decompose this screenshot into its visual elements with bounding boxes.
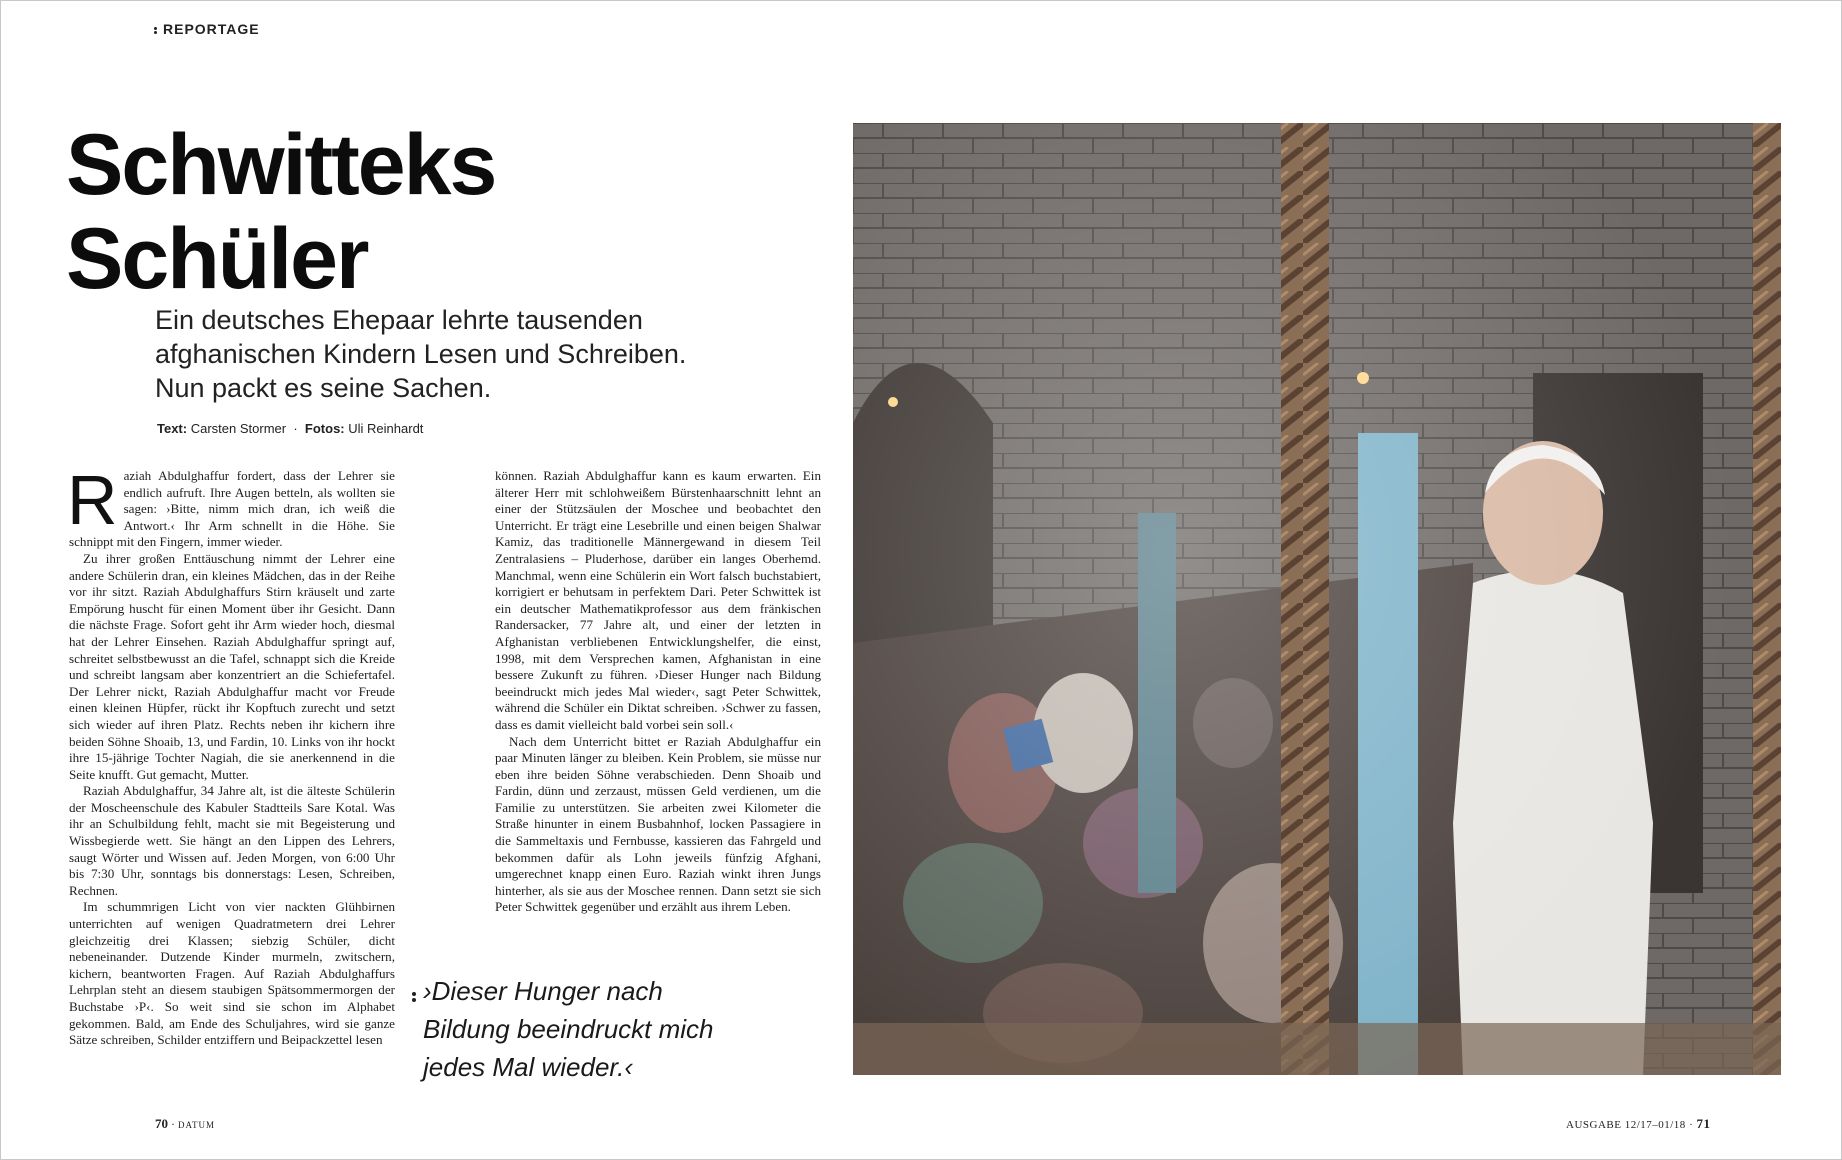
article-paragraph: Zu ihrer großen Enttäuschung nimmt der Lehrer eine andere Schülerin dran, ein kleines Mädchen, das in der Reihe vor ihr sitzt. Raziah Abdulghaffurs Stirn kräuselt und zarte Empörung huscht für einen Moment über ihr Gesicht. Dann die nächste Frage. Sofort geht ihr Arm wieder hoch, diesmal hat der Lehrer Einsehen. Raziah Abdulghaffur springt auf, schreitet selbstbewusst an die Tafel, schnappt sich die Kreide und schreibt langsam aber konzentriert an die Schiefertafel. Der Lehrer nickt, Raziah Abdulghaffur macht vor Freude einen kleinen Hüpfer, rückt ihr Kopftuch zurecht und setzt sich wieder auf ihren Platz. Rechts neben ihr kichern ihre beiden Söhne Shoaib, 13, und Fardin, 10. Links von ihr hockt ihre 15-jährige Tochter Nagiah, die sie anerkennend in die Seite knufft. Gut gemacht, Mutter. <box>69 550 395 782</box>
article-column-2 <box>495 468 821 916</box>
pull-quote-line-2: Bildung beeindruckt mich <box>423 1014 714 1044</box>
article-column-1 <box>67 461 395 1049</box>
window-sill <box>853 1023 1781 1075</box>
article-paragraph: können. Raziah Abdulghaffur kann es kaum erwarten. Ein älterer Herr mit schlohweißem Bürstenhaarschnitt lehnt an einer der Stützsäulen der Moschee und beobachtet den Unterricht. Er trägt eine Lesebrille und einen beigen Shalwar Kamiz, das traditionelle Männergewand in diesem Teil Zentralasiens – Pluderhose, darüber ein langes Oberhemd. Manchmal, wenn eine Schülerin ein Wort falsch buchstabiert, korrigiert er behutsam in perfektem Dari. Peter Schwittek ist ein deutscher Mathematikprofessor aus dem fränkischen Randersacker, 77 Jahre alt, und einer der letzten in Afghanistan verbliebenen Entwicklungshelfer, die einst, 1998, mit dem Versprechen kamen, Afghanistan in eine bessere Zukunft zu führen. ›Dieser Hunger nach Bildung beeindruckt mich jedes Mal wieder‹, sagt Peter Schwittek, während die Schüler ein Diktat schreiben. ›Schwer zu fassen, dass es damit vielleicht bald vorbei sein soll.‹ <box>495 468 821 732</box>
subtitle: Ein deutsches Ehepaar lehrte tausenden afghanischen Kindern Lesen und Schreiben. Nun packt es seine Sachen. <box>155 305 687 403</box>
issue-label: AUSGABE 12/17–01/18 <box>1566 1119 1686 1131</box>
section-dots-icon <box>154 26 159 35</box>
quote-dots-icon <box>412 990 416 1004</box>
headline-line-2: Schüler <box>66 211 368 307</box>
page-number-left: 70 <box>155 1116 168 1131</box>
photo-illustration <box>853 123 1781 1075</box>
article-paragraph: Im schummrigen Licht von vier nackten Glühbirnen unterrichten auf wenigen Quadratmetern drei Lehrer gleichzeitig drei Klassen; siebzig Schüler, dicht nebeneinander. Dutzende Kinder murmeln, zwitschern, kichern, beantworten Fragen. Auf Raziah Abdulghaffurs Lehrplan steht an diesem staubigen Spätsommermorgen der Buchstabe ›P‹. So weit sind sie schon im Alphabet gekommen. Bald, am Ende des Schuljahres, wird sie ganze Sätze schreiben, Schilder entziffern und Beipackzettel lesen <box>69 899 395 1048</box>
credits-text-label: Text: <box>157 421 188 436</box>
article-paragraph: Nach dem Unterricht bittet er Raziah Abdulghaffur ein paar Minuten länger zu bleiben. Kein Problem, sie müsse nur eben ihre beiden Söhne verabschieden. Denn Shoaib und Fardin, dünn und zerzaust, müssen Geld verdienen, um die Familie zu unterstützen. Sie arbeiten zwei Kilometer die Straße hinunter in einem Busbahnhof, locken Passagiere in die Sammeltaxis und Fernbusse, kassieren das Fahrgeld und bekommen dafür als Lohn jeweils fünfzig Afghani, umgerechnet knapp einen Euro. Raziah winkt ihren Jungs hinterher, als sie aus der Moschee rennen. Dann setzt sie sich Peter Schwittek gegenüber und erzählt aus ihrem Leben. <box>495 733 821 915</box>
folio-right-separator: · <box>1689 1119 1694 1131</box>
credits-separator: · <box>293 421 298 436</box>
page-number-right: 71 <box>1696 1116 1711 1131</box>
pull-quote <box>423 972 803 1086</box>
window-bar <box>1281 123 1329 1075</box>
paragraph-text: aziah Abdulghaffur fordert, dass der Lehrer sie endlich aufruft. Ihre Augen betteln, als wollten sie sagen: ›Bitte, nimm mich dran, ich weiß die Antwort.‹ Ihr Arm schnellt in die Höhe. Sie schnippt mit den Fingern, immer wieder. <box>69 468 395 550</box>
folio-left <box>155 1116 215 1132</box>
headline-line-1: Schwitteks <box>66 117 496 213</box>
headline <box>66 118 495 306</box>
credits <box>157 421 423 436</box>
article-paragraph <box>67 461 395 551</box>
credits-photo-label: Fotos: <box>304 421 345 436</box>
credits-photo-author: Uli Reinhardt <box>348 421 424 436</box>
article-paragraph: Raziah Abdulghaffur, 34 Jahre alt, ist die älteste Schülerin der Moscheenschule des Kabuler Stadtteils Sare Kotal. Was ihr an Schulbildung fehlt, macht sie mit Begeisterung und Wissbegierde wett. Sie hängt an den Lippen des Lehrers, saugt Wörter und Wissen auf. Jeden Morgen, von 6:00 Uhr bis 7:30 Uhr, sonntags bis donnerstags: Lesen, Schreiben, Rechnen. <box>69 783 395 898</box>
pull-quote-line-3: jedes Mal wieder.‹ <box>423 1052 634 1082</box>
folio-right <box>1566 1116 1710 1132</box>
pull-quote-line-1: ›Dieser Hunger nach <box>423 976 663 1006</box>
magazine-name: DATUM <box>178 1120 216 1130</box>
credits-text-author: Carsten Stormer <box>190 421 287 436</box>
article-photo <box>853 123 1781 1075</box>
folio-left-separator: · <box>171 1117 175 1131</box>
drop-cap: R <box>67 461 118 539</box>
window-bar <box>1753 123 1781 1075</box>
section-label-text: REPORTAGE <box>163 21 260 37</box>
section-label <box>154 21 260 37</box>
